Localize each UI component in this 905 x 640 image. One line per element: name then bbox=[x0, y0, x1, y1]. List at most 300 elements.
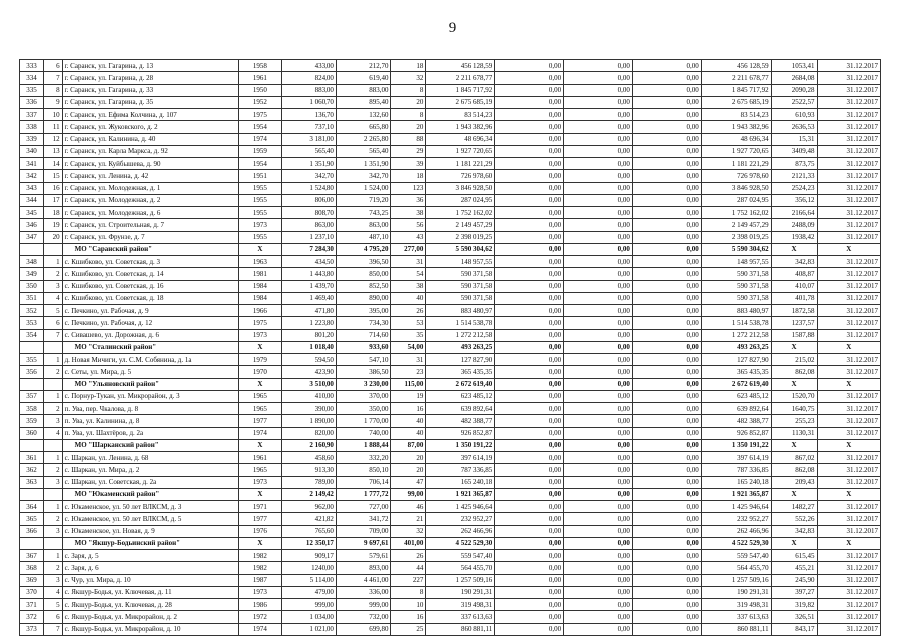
cell-sub: 4 bbox=[44, 586, 63, 598]
cell-date: 31.12.2017 bbox=[817, 354, 880, 366]
cell-year: 1954 bbox=[238, 121, 282, 133]
cell-cnt: 227 bbox=[391, 574, 426, 586]
cell-year: 1961 bbox=[238, 72, 282, 84]
cell-unit: 209,43 bbox=[771, 476, 817, 488]
cell-total: 1 927 720,65 bbox=[426, 145, 495, 157]
cell-date: X bbox=[817, 488, 880, 500]
cell-sum: 190 291,31 bbox=[701, 586, 771, 598]
cell-sum: 1 350 191,22 bbox=[701, 439, 771, 451]
cell-cnt: 87,00 bbox=[391, 439, 426, 451]
cell-z3: 0,00 bbox=[632, 280, 701, 292]
cell-sum: 83 514,23 bbox=[701, 109, 771, 121]
cell-addr: г. Саранск, ул. Гагарина, д. 13 bbox=[62, 60, 238, 72]
cell-sum: 165 240,18 bbox=[701, 476, 771, 488]
cell-a1: 913,30 bbox=[282, 464, 337, 476]
cell-total: 3 846 928,50 bbox=[426, 182, 495, 194]
cell-total: 4 522 529,30 bbox=[426, 537, 495, 549]
cell-z2: 0,00 bbox=[564, 354, 633, 366]
cell-year: 1975 bbox=[238, 317, 282, 329]
cell-z2: 0,00 bbox=[564, 317, 633, 329]
cell-addr: г. Саранск, ул. Куйбышева, д. 90 bbox=[62, 158, 238, 170]
cell-unit: 2522,57 bbox=[771, 96, 817, 108]
cell-z2: 0,00 bbox=[564, 623, 633, 635]
cell-a1: 594,50 bbox=[282, 354, 337, 366]
cell-z2: 0,00 bbox=[564, 611, 633, 623]
cell-a1: 737,10 bbox=[282, 121, 337, 133]
cell-total: 787 336,85 bbox=[426, 464, 495, 476]
cell-unit: 1237,57 bbox=[771, 317, 817, 329]
cell-z1: 0,00 bbox=[495, 464, 564, 476]
cell-year: 1955 bbox=[238, 194, 282, 206]
cell-cnt: 88 bbox=[391, 133, 426, 145]
table-row bbox=[20, 109, 881, 121]
cell-total: 2 675 685,19 bbox=[426, 96, 495, 108]
cell-z2: 0,00 bbox=[564, 280, 633, 292]
cell-a2: 4 795,20 bbox=[336, 243, 391, 255]
table-row bbox=[20, 280, 881, 292]
cell-a2: 336,00 bbox=[336, 586, 391, 598]
cell-z2: 0,00 bbox=[564, 329, 633, 341]
cell-date: 31.12.2017 bbox=[817, 231, 880, 243]
cell-z2: 0,00 bbox=[564, 60, 633, 72]
cell-z3: 0,00 bbox=[632, 378, 701, 390]
cell-z1: 0,00 bbox=[495, 329, 564, 341]
cell-date: 31.12.2017 bbox=[817, 366, 880, 378]
cell-a1: 1 890,00 bbox=[282, 415, 337, 427]
cell-date: 31.12.2017 bbox=[817, 256, 880, 268]
cell-unit: X bbox=[771, 439, 817, 451]
cell-total: 5 590 304,62 bbox=[426, 243, 495, 255]
cell-sum: 5 590 304,62 bbox=[701, 243, 771, 255]
cell-a1: 765,60 bbox=[282, 525, 337, 537]
cell-total: 232 952,27 bbox=[426, 513, 495, 525]
cell-unit: 843,17 bbox=[771, 623, 817, 635]
cell-date: 31.12.2017 bbox=[817, 194, 880, 206]
cell-a2: 565,40 bbox=[336, 145, 391, 157]
cell-n: 359 bbox=[20, 415, 44, 427]
cell-sum: 883 480,97 bbox=[701, 305, 771, 317]
cell-total: 2 211 678,77 bbox=[426, 72, 495, 84]
cell-a2: 852,50 bbox=[336, 280, 391, 292]
cell-year: 1975 bbox=[238, 109, 282, 121]
cell-n bbox=[20, 537, 44, 549]
cell-cnt: 43 bbox=[391, 231, 426, 243]
subtotal-row bbox=[20, 537, 881, 549]
cell-sub bbox=[44, 537, 63, 549]
cell-n: 347 bbox=[20, 231, 44, 243]
cell-z2: 0,00 bbox=[564, 207, 633, 219]
table-row bbox=[20, 501, 881, 513]
cell-z1: 0,00 bbox=[495, 525, 564, 537]
cell-cnt: 277,00 bbox=[391, 243, 426, 255]
cell-z2: 0,00 bbox=[564, 537, 633, 549]
cell-sub: 18 bbox=[44, 207, 63, 219]
cell-z1: 0,00 bbox=[495, 109, 564, 121]
cell-unit: 1938,42 bbox=[771, 231, 817, 243]
cell-a1: 3 510,00 bbox=[282, 378, 337, 390]
cell-n: 362 bbox=[20, 464, 44, 476]
cell-z2: 0,00 bbox=[564, 109, 633, 121]
cell-a2: 9 697,61 bbox=[336, 537, 391, 549]
cell-addr: с. Якшур-Бодья, ул. Микрорайон, д. 2 bbox=[62, 611, 238, 623]
cell-addr: с. Заря, д. 5 bbox=[62, 550, 238, 562]
cell-addr: с. Заря, д. 6 bbox=[62, 562, 238, 574]
table-body bbox=[20, 60, 881, 636]
cell-cnt: 8 bbox=[391, 586, 426, 598]
cell-z3: 0,00 bbox=[632, 599, 701, 611]
cell-sum: 4 522 529,30 bbox=[701, 537, 771, 549]
cell-z2: 0,00 bbox=[564, 341, 633, 353]
cell-sub: 3 bbox=[44, 476, 63, 488]
cell-sub: 1 bbox=[44, 550, 63, 562]
cell-n: 334 bbox=[20, 72, 44, 84]
cell-z2: 0,00 bbox=[564, 366, 633, 378]
cell-z1: 0,00 bbox=[495, 550, 564, 562]
cell-total: 860 881,11 bbox=[426, 623, 495, 635]
cell-sum: 1 181 221,29 bbox=[701, 158, 771, 170]
table-row bbox=[20, 84, 881, 96]
cell-z1: 0,00 bbox=[495, 513, 564, 525]
cell-unit: X bbox=[771, 488, 817, 500]
cell-z2: 0,00 bbox=[564, 574, 633, 586]
cell-n: 337 bbox=[20, 109, 44, 121]
cell-unit: X bbox=[771, 378, 817, 390]
table-row bbox=[20, 415, 881, 427]
cell-unit: 615,45 bbox=[771, 550, 817, 562]
cell-sub: 4 bbox=[44, 427, 63, 439]
cell-a1: 2 149,42 bbox=[282, 488, 337, 500]
cell-addr: г. Саранск, ул. Жуковского, д. 2 bbox=[62, 121, 238, 133]
cell-addr: с. Кшибково, ул. Советская, д. 18 bbox=[62, 292, 238, 304]
cell-n bbox=[20, 378, 44, 390]
table-row bbox=[20, 329, 881, 341]
cell-z1: 0,00 bbox=[495, 366, 564, 378]
cell-a1: 421,82 bbox=[282, 513, 337, 525]
cell-cnt: 18 bbox=[391, 60, 426, 72]
cell-addr: МО "Сталинский район" bbox=[62, 341, 238, 353]
cell-cnt: 115,00 bbox=[391, 378, 426, 390]
cell-z1: 0,00 bbox=[495, 60, 564, 72]
cell-date: 31.12.2017 bbox=[817, 415, 880, 427]
cell-unit: 319,82 bbox=[771, 599, 817, 611]
cell-n: 340 bbox=[20, 145, 44, 157]
cell-sum: 48 696,34 bbox=[701, 133, 771, 145]
cell-total: 590 371,58 bbox=[426, 292, 495, 304]
cell-z2: 0,00 bbox=[564, 96, 633, 108]
cell-cnt: 16 bbox=[391, 611, 426, 623]
cell-z2: 0,00 bbox=[564, 305, 633, 317]
cell-z3: 0,00 bbox=[632, 415, 701, 427]
cell-total: 127 827,90 bbox=[426, 354, 495, 366]
cell-sum: 590 371,58 bbox=[701, 292, 771, 304]
cell-z1: 0,00 bbox=[495, 378, 564, 390]
cell-addr: г. Саранск, ул. Гагарина, д. 35 bbox=[62, 96, 238, 108]
cell-unit: 342,83 bbox=[771, 525, 817, 537]
cell-total: 2 149 457,29 bbox=[426, 219, 495, 231]
cell-z2: 0,00 bbox=[564, 586, 633, 598]
cell-sum: 287 024,95 bbox=[701, 194, 771, 206]
cell-sum: 2 398 019,25 bbox=[701, 231, 771, 243]
cell-z1: 0,00 bbox=[495, 280, 564, 292]
cell-z1: 0,00 bbox=[495, 354, 564, 366]
table-row bbox=[20, 194, 881, 206]
cell-year: X bbox=[238, 243, 282, 255]
cell-n: 371 bbox=[20, 599, 44, 611]
cell-total: 319 498,31 bbox=[426, 599, 495, 611]
cell-a2: 2 265,80 bbox=[336, 133, 391, 145]
cell-sub: 7 bbox=[44, 72, 63, 84]
table-row bbox=[20, 170, 881, 182]
cell-a1: 962,00 bbox=[282, 501, 337, 513]
cell-unit: 3409,48 bbox=[771, 145, 817, 157]
cell-addr: с. Кшибково, ул. Советская, д. 16 bbox=[62, 280, 238, 292]
cell-sub bbox=[44, 243, 63, 255]
cell-z2: 0,00 bbox=[564, 231, 633, 243]
cell-z3: 0,00 bbox=[632, 611, 701, 623]
cell-unit: 2488,09 bbox=[771, 219, 817, 231]
table-row bbox=[20, 586, 881, 598]
cell-sub: 6 bbox=[44, 317, 63, 329]
cell-z2: 0,00 bbox=[564, 292, 633, 304]
cell-sub: 3 bbox=[44, 525, 63, 537]
cell-a2: 933,60 bbox=[336, 341, 391, 353]
cell-z1: 0,00 bbox=[495, 390, 564, 402]
cell-year: 1974 bbox=[238, 133, 282, 145]
cell-date: 31.12.2017 bbox=[817, 292, 880, 304]
cell-cnt: 56 bbox=[391, 219, 426, 231]
subtotal-row bbox=[20, 243, 881, 255]
cell-n: 354 bbox=[20, 329, 44, 341]
subtotal-row bbox=[20, 439, 881, 451]
cell-a2: 350,00 bbox=[336, 403, 391, 415]
housing-register-table bbox=[19, 59, 881, 636]
cell-a2: 850,00 bbox=[336, 268, 391, 280]
cell-a2: 1 351,90 bbox=[336, 158, 391, 170]
cell-unit: 326,51 bbox=[771, 611, 817, 623]
cell-z2: 0,00 bbox=[564, 513, 633, 525]
cell-date: X bbox=[817, 243, 880, 255]
cell-a1: 820,00 bbox=[282, 427, 337, 439]
cell-n: 356 bbox=[20, 366, 44, 378]
cell-addr: с. Юкаменское, ул. 50 лет ВЛКСМ, д. 3 bbox=[62, 501, 238, 513]
cell-total: 337 613,63 bbox=[426, 611, 495, 623]
cell-cnt: 35 bbox=[391, 329, 426, 341]
cell-date: 31.12.2017 bbox=[817, 623, 880, 635]
cell-cnt: 20 bbox=[391, 96, 426, 108]
cell-total: 1 845 717,92 bbox=[426, 84, 495, 96]
cell-cnt: 44 bbox=[391, 562, 426, 574]
cell-sum: 2 675 685,19 bbox=[701, 96, 771, 108]
cell-year: 1966 bbox=[238, 305, 282, 317]
cell-addr: с. Юкаменское, ул. 50 лет ВЛКСМ, д. 5 bbox=[62, 513, 238, 525]
cell-sum: 1 257 509,16 bbox=[701, 574, 771, 586]
cell-cnt: 123 bbox=[391, 182, 426, 194]
cell-z3: 0,00 bbox=[632, 109, 701, 121]
cell-sum: 319 498,31 bbox=[701, 599, 771, 611]
cell-a2: 1 777,72 bbox=[336, 488, 391, 500]
cell-z1: 0,00 bbox=[495, 476, 564, 488]
cell-unit: 397,27 bbox=[771, 586, 817, 598]
cell-n bbox=[20, 341, 44, 353]
cell-total: 83 514,23 bbox=[426, 109, 495, 121]
cell-a1: 3 181,00 bbox=[282, 133, 337, 145]
table-row bbox=[20, 219, 881, 231]
cell-year: 1972 bbox=[238, 611, 282, 623]
cell-a1: 471,80 bbox=[282, 305, 337, 317]
cell-date: 31.12.2017 bbox=[817, 158, 880, 170]
cell-year: 1976 bbox=[238, 525, 282, 537]
cell-cnt: 10 bbox=[391, 599, 426, 611]
cell-z3: 0,00 bbox=[632, 586, 701, 598]
cell-total: 1 514 538,78 bbox=[426, 317, 495, 329]
cell-z3: 0,00 bbox=[632, 194, 701, 206]
cell-sum: 1 921 365,87 bbox=[701, 488, 771, 500]
cell-addr: МО "Якшур-Бодьинский район" bbox=[62, 537, 238, 549]
cell-year: 1971 bbox=[238, 501, 282, 513]
cell-a2: 395,00 bbox=[336, 305, 391, 317]
cell-total: 482 388,77 bbox=[426, 415, 495, 427]
cell-z2: 0,00 bbox=[564, 403, 633, 415]
cell-year: 1982 bbox=[238, 550, 282, 562]
cell-n: 342 bbox=[20, 170, 44, 182]
cell-sum: 3 846 928,50 bbox=[701, 182, 771, 194]
cell-year: 1984 bbox=[238, 280, 282, 292]
cell-z1: 0,00 bbox=[495, 341, 564, 353]
cell-addr: г. Саранск, ул. Ефима Колчина, д. 107 bbox=[62, 109, 238, 121]
cell-sum: 726 978,60 bbox=[701, 170, 771, 182]
cell-cnt: 46 bbox=[391, 501, 426, 513]
cell-z1: 0,00 bbox=[495, 170, 564, 182]
cell-total: 1 943 382,96 bbox=[426, 121, 495, 133]
cell-unit: 2166,64 bbox=[771, 207, 817, 219]
cell-cnt: 8 bbox=[391, 109, 426, 121]
cell-cnt: 20 bbox=[391, 121, 426, 133]
cell-n: 348 bbox=[20, 256, 44, 268]
cell-addr: п. Ува, пер. Чкалова, д. 8 bbox=[62, 403, 238, 415]
cell-year: 1952 bbox=[238, 96, 282, 108]
cell-sub: 2 bbox=[44, 562, 63, 574]
cell-total: 397 614,19 bbox=[426, 452, 495, 464]
cell-addr: с. Якшур-Бодья, ул. Микрорайон, д. 10 bbox=[62, 623, 238, 635]
cell-unit: 862,08 bbox=[771, 366, 817, 378]
cell-cnt: 54,00 bbox=[391, 341, 426, 353]
cell-date: 31.12.2017 bbox=[817, 305, 880, 317]
cell-z1: 0,00 bbox=[495, 121, 564, 133]
cell-cnt: 26 bbox=[391, 550, 426, 562]
cell-n: 372 bbox=[20, 611, 44, 623]
cell-z3: 0,00 bbox=[632, 488, 701, 500]
cell-z3: 0,00 bbox=[632, 292, 701, 304]
cell-z2: 0,00 bbox=[564, 599, 633, 611]
cell-unit: 1587,88 bbox=[771, 329, 817, 341]
cell-total: 1 181 221,29 bbox=[426, 158, 495, 170]
cell-date: 31.12.2017 bbox=[817, 280, 880, 292]
cell-year: 1958 bbox=[238, 60, 282, 72]
cell-z3: 0,00 bbox=[632, 525, 701, 537]
cell-a2: 850,10 bbox=[336, 464, 391, 476]
cell-addr: г. Саранск, ул. Фрунзе, д. 7 bbox=[62, 231, 238, 243]
cell-z1: 0,00 bbox=[495, 84, 564, 96]
cell-unit: 1520,70 bbox=[771, 390, 817, 402]
cell-total: 623 485,12 bbox=[426, 390, 495, 402]
cell-z3: 0,00 bbox=[632, 562, 701, 574]
cell-cnt: 19 bbox=[391, 390, 426, 402]
cell-total: 148 957,55 bbox=[426, 256, 495, 268]
cell-sub: 12 bbox=[44, 133, 63, 145]
cell-date: 31.12.2017 bbox=[817, 182, 880, 194]
cell-date: 31.12.2017 bbox=[817, 109, 880, 121]
cell-total: 1 921 365,87 bbox=[426, 488, 495, 500]
cell-unit: 1482,27 bbox=[771, 501, 817, 513]
cell-year: 1954 bbox=[238, 158, 282, 170]
cell-z2: 0,00 bbox=[564, 194, 633, 206]
table-row bbox=[20, 207, 881, 219]
cell-year: 1959 bbox=[238, 145, 282, 157]
cell-z1: 0,00 bbox=[495, 72, 564, 84]
cell-a2: 727,00 bbox=[336, 501, 391, 513]
cell-sub: 1 bbox=[44, 390, 63, 402]
cell-z3: 0,00 bbox=[632, 317, 701, 329]
cell-sum: 1 425 946,64 bbox=[701, 501, 771, 513]
cell-date: 31.12.2017 bbox=[817, 60, 880, 72]
cell-z1: 0,00 bbox=[495, 403, 564, 415]
cell-year: 1974 bbox=[238, 427, 282, 439]
cell-total: 564 455,70 bbox=[426, 562, 495, 574]
cell-a1: 1 237,10 bbox=[282, 231, 337, 243]
table-row bbox=[20, 354, 881, 366]
table-row bbox=[20, 611, 881, 623]
cell-date: 31.12.2017 bbox=[817, 403, 880, 415]
cell-z3: 0,00 bbox=[632, 145, 701, 157]
cell-a1: 863,00 bbox=[282, 219, 337, 231]
table-row bbox=[20, 513, 881, 525]
cell-total: 287 024,95 bbox=[426, 194, 495, 206]
cell-sum: 787 336,85 bbox=[701, 464, 771, 476]
cell-z2: 0,00 bbox=[564, 72, 633, 84]
cell-addr: с. Якшур-Бодья, ул. Ключевая, д. 28 bbox=[62, 599, 238, 611]
cell-sum: 1 272 212,58 bbox=[701, 329, 771, 341]
cell-a2: 1 770,00 bbox=[336, 415, 391, 427]
cell-total: 190 291,31 bbox=[426, 586, 495, 598]
cell-year: 1977 bbox=[238, 415, 282, 427]
cell-cnt: 54 bbox=[391, 268, 426, 280]
cell-sub: 5 bbox=[44, 599, 63, 611]
cell-unit: 2524,23 bbox=[771, 182, 817, 194]
cell-addr: г. Саранск, ул. Молодежная, д. 2 bbox=[62, 194, 238, 206]
cell-addr: п. Ува, ул. Калинина, д. 8 bbox=[62, 415, 238, 427]
cell-a1: 2 160,90 bbox=[282, 439, 337, 451]
cell-sum: 1 752 162,02 bbox=[701, 207, 771, 219]
cell-date: X bbox=[817, 378, 880, 390]
cell-a2: 714,60 bbox=[336, 329, 391, 341]
table-row bbox=[20, 476, 881, 488]
cell-n: 345 bbox=[20, 207, 44, 219]
cell-a1: 883,00 bbox=[282, 84, 337, 96]
cell-date: 31.12.2017 bbox=[817, 464, 880, 476]
cell-total: 883 480,97 bbox=[426, 305, 495, 317]
cell-z3: 0,00 bbox=[632, 439, 701, 451]
cell-cnt: 8 bbox=[391, 84, 426, 96]
cell-n: 368 bbox=[20, 562, 44, 574]
cell-z2: 0,00 bbox=[564, 158, 633, 170]
cell-cnt: 38 bbox=[391, 207, 426, 219]
cell-date: 31.12.2017 bbox=[817, 72, 880, 84]
cell-date: X bbox=[817, 341, 880, 353]
cell-z3: 0,00 bbox=[632, 452, 701, 464]
cell-a2: 734,30 bbox=[336, 317, 391, 329]
cell-z1: 0,00 bbox=[495, 256, 564, 268]
cell-date: 31.12.2017 bbox=[817, 427, 880, 439]
